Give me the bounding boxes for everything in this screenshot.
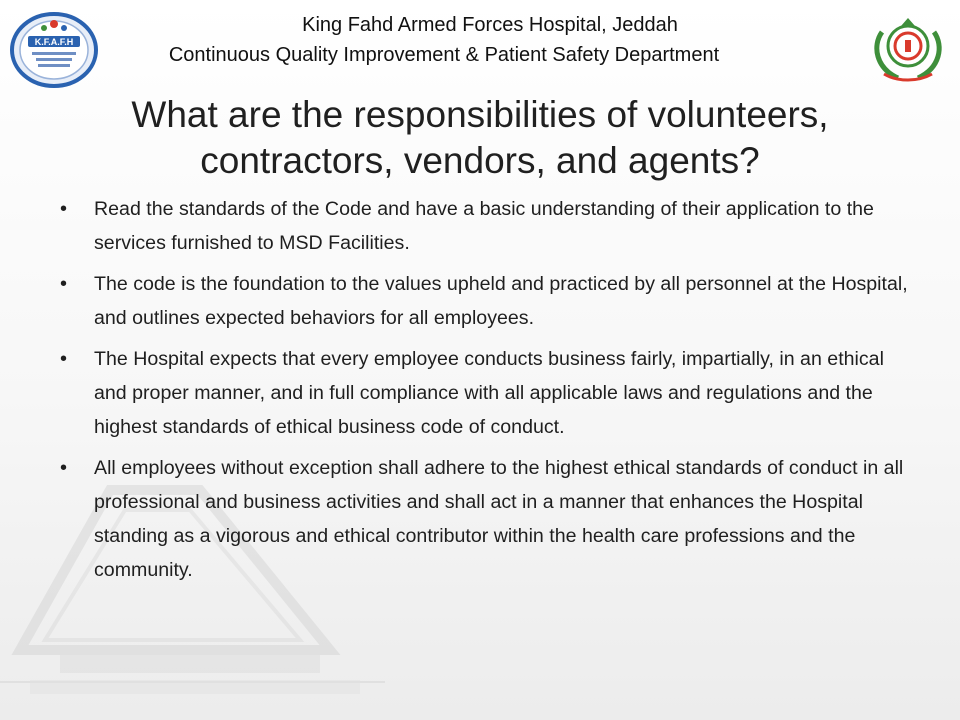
list-item [60, 267, 910, 335]
list-item [60, 342, 910, 444]
logo-text: K.F.A.F.H [34, 37, 74, 47]
bullet-icon: • [60, 198, 68, 220]
department-name: Continuous Quality Improvement & Patient Safety Department [168, 44, 720, 66]
bullet-icon: • [60, 457, 68, 479]
title-line-2: contractors, vendors, and agents? [200, 140, 760, 181]
hospital-name: King Fahd Armed Forces Hospital, Jeddah [302, 14, 678, 36]
bullet-text: All employees without exception shall adhere to the highest ethical standards of conduct in all professional and business activities and shall act in a manner that enhances the Hospital standing as a vigorous and ethical contributor within the health care professions and the community. [94, 457, 904, 581]
bullet-text: The code is the foundation to the values upheld and practiced by all personnel at the Hospital, and outlines expected behaviors for all employees. [94, 273, 908, 329]
bullet-icon: • [60, 348, 68, 370]
bullet-list [60, 192, 910, 594]
slide-title [40, 92, 920, 184]
list-item [60, 192, 910, 260]
bullet-text: The Hospital expects that every employee conducts business fairly, impartially, in an ethical and proper manner, and in full compliance with all applicable laws and regulations and the highest standards of ethical business code of conduct. [94, 348, 884, 438]
title-line-1: What are the responsibilities of volunteers, [131, 94, 829, 135]
list-item [60, 451, 910, 587]
bullet-icon: • [60, 273, 68, 295]
ministry-emblem-icon [868, 12, 948, 84]
bullet-text: Read the standards of the Code and have a basic understanding of their application to the services furnished to MSD Facilities. [94, 198, 874, 254]
